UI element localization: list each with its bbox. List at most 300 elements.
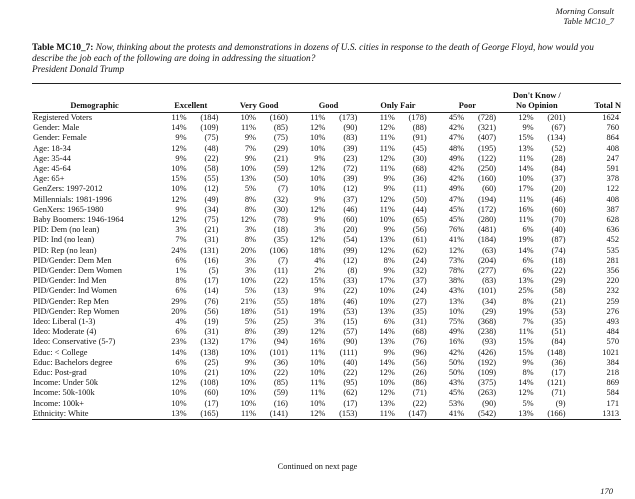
data-cell: (147) <box>395 409 433 420</box>
data-cell: 50% <box>448 368 465 378</box>
table-row <box>32 246 621 256</box>
data-cell: 5% <box>522 398 534 408</box>
data-cell: (51) <box>551 327 566 337</box>
data-cell: 12% <box>379 388 395 398</box>
data-cell: (60) <box>343 215 358 225</box>
data-cell: 5% <box>244 317 256 327</box>
data-cell: (36) <box>551 357 566 367</box>
data-cell: (78) <box>273 215 288 225</box>
data-cell: 10% <box>171 184 187 194</box>
data-cell: 9% <box>175 204 187 214</box>
data-cell: (37) <box>412 276 427 286</box>
data-cell: 11% <box>518 153 534 163</box>
question-text: Now, thinking about the protests and demonstrations in dozens of U.S. cities in response to the death of George Floyd, how would you describe the job each of the following are doing in addressing the situation? <box>32 43 594 64</box>
data-cell: (74) <box>551 245 566 255</box>
data-cell: 1% <box>175 266 187 276</box>
data-cell: 12% <box>379 123 395 133</box>
data-cell: (90) <box>482 398 497 408</box>
data-cell: (12) <box>204 184 219 194</box>
data-cell: 10% <box>240 347 256 357</box>
data-cell: (131) <box>200 245 219 255</box>
data-cell: (67) <box>551 123 566 133</box>
data-cell: 12% <box>379 245 395 255</box>
data-cell: 12% <box>310 204 326 214</box>
row-label: Educ: Post-grad <box>33 368 87 378</box>
data-cell: (37) <box>343 194 358 204</box>
data-cell: 8% <box>522 296 534 306</box>
data-cell: (50) <box>273 174 288 184</box>
table-row <box>32 409 621 420</box>
data-cell: 10% <box>310 133 326 143</box>
data-cell: 19% <box>518 306 534 316</box>
row-label: PID/Gender: Dem Women <box>33 266 122 276</box>
col-dont-know-line2: No Opinion <box>515 100 558 110</box>
data-cell: (46) <box>343 296 358 306</box>
data-cell: 15% <box>518 133 534 143</box>
data-cell: 9% <box>314 153 326 163</box>
data-cell: (21) <box>551 296 566 306</box>
data-cell: 6% <box>175 327 187 337</box>
data-cell: (16) <box>273 398 288 408</box>
data-cell: 10% <box>171 368 187 378</box>
data-cell: 11% <box>224 409 256 420</box>
data-cell: 12% <box>518 113 534 122</box>
col-total-n: Total N <box>571 84 621 113</box>
total-n-cell: 452 <box>606 235 619 245</box>
table-row <box>32 378 621 388</box>
data-cell: 10% <box>310 368 326 378</box>
data-cell: (49) <box>204 194 219 204</box>
table-row <box>32 205 621 215</box>
col-very-good: Very Good <box>224 84 293 113</box>
data-cell: 10% <box>379 286 395 296</box>
running-header <box>556 6 614 26</box>
data-cell: 73% <box>448 255 465 265</box>
data-cell: 13% <box>240 174 256 184</box>
data-cell: 23% <box>171 337 187 347</box>
data-cell: (31) <box>204 235 219 245</box>
table-row <box>32 133 621 143</box>
data-cell: (20) <box>343 225 358 235</box>
table-row <box>32 297 621 307</box>
data-cell: 9% <box>383 225 395 235</box>
data-cell: 12% <box>171 378 187 388</box>
row-label: Income: 100k+ <box>33 398 85 408</box>
data-cell: 9% <box>314 286 326 296</box>
data-cell: (72) <box>343 164 358 174</box>
data-cell: (101) <box>269 347 288 357</box>
data-cell: 17% <box>240 337 256 347</box>
data-cell: 20% <box>171 306 187 316</box>
data-cell: (87) <box>551 235 566 245</box>
data-cell: 12% <box>518 388 534 398</box>
total-n-cell: 408 <box>606 143 619 153</box>
data-cell: 13% <box>157 409 186 420</box>
data-cell: (7) <box>278 184 288 194</box>
data-cell: 11% <box>240 123 256 133</box>
data-cell: 5% <box>244 286 256 296</box>
total-n-cell: 760 <box>606 123 619 133</box>
data-cell: (58) <box>551 286 566 296</box>
total-n-cell: 628 <box>606 215 619 225</box>
data-cell: (11) <box>413 184 427 194</box>
data-cell: 9% <box>383 347 395 357</box>
data-cell: 10% <box>310 174 326 184</box>
data-cell: 9% <box>175 153 187 163</box>
data-cell: (121) <box>547 378 566 388</box>
data-cell: (50) <box>412 194 427 204</box>
data-cell: (60) <box>482 184 497 194</box>
data-cell: 11% <box>379 113 395 122</box>
data-cell: 42% <box>448 174 465 184</box>
total-n-cell: 232 <box>606 286 619 296</box>
data-cell: 13% <box>379 337 395 347</box>
data-cell: (83) <box>482 276 497 286</box>
table-row <box>32 174 621 184</box>
total-n-cell: 218 <box>606 368 619 378</box>
data-cell: 6% <box>522 255 534 265</box>
data-cell: (35) <box>412 306 427 316</box>
table-row <box>32 256 621 266</box>
data-cell: (84) <box>551 337 566 347</box>
table-row <box>32 307 621 317</box>
total-n-cell: 171 <box>606 398 619 408</box>
data-cell: (75) <box>204 133 219 143</box>
data-cell: (21) <box>204 225 219 235</box>
data-cell: 25% <box>518 286 534 296</box>
row-label: Millennials: 1981-1996 <box>33 194 112 204</box>
data-cell: 12% <box>171 143 187 153</box>
data-cell: 9% <box>175 133 187 143</box>
data-cell: 41% <box>433 409 465 420</box>
data-cell: 8% <box>522 368 534 378</box>
data-cell: 4% <box>314 255 326 265</box>
data-cell: 13% <box>518 276 534 286</box>
data-cell: (22) <box>273 368 288 378</box>
data-cell: (12) <box>343 184 358 194</box>
row-label: Ideo: Moderate (4) <box>33 327 97 337</box>
data-cell: (34) <box>204 204 219 214</box>
page-number: 170 <box>600 486 613 496</box>
total-n-cell: 378 <box>606 174 619 184</box>
data-cell: 12% <box>379 153 395 163</box>
row-label: PID/Gender: Rep Men <box>33 296 109 306</box>
data-cell: (172) <box>477 204 497 214</box>
data-cell: (13) <box>273 286 288 296</box>
table-row <box>32 144 621 154</box>
data-cell: (40) <box>343 357 358 367</box>
data-cell: 14% <box>171 347 187 357</box>
data-cell: 3% <box>244 225 256 235</box>
data-cell: (26) <box>412 368 427 378</box>
data-cell: 11% <box>379 133 395 143</box>
data-cell: (32) <box>273 194 288 204</box>
data-cell: 15% <box>518 337 534 347</box>
data-cell: 3% <box>244 266 256 276</box>
data-cell: (39) <box>343 143 358 153</box>
data-cell: 47% <box>448 133 465 143</box>
data-cell: 20% <box>240 245 256 255</box>
data-cell: 3% <box>175 225 187 235</box>
data-cell: 78% <box>448 266 465 276</box>
data-cell: 12% <box>294 409 326 420</box>
data-cell: (84) <box>551 164 566 174</box>
data-cell: (36) <box>273 357 288 367</box>
data-cell: (192) <box>477 357 497 367</box>
data-cell: (46) <box>343 204 358 214</box>
data-cell: 49% <box>448 184 465 194</box>
data-cell: 75% <box>448 317 465 327</box>
data-cell: 12% <box>379 194 395 204</box>
data-cell: (33) <box>343 276 358 286</box>
data-cell: (17) <box>551 368 566 378</box>
data-cell: (280) <box>477 215 497 225</box>
question-code: Table MC10_7: <box>32 43 94 53</box>
data-cell: 6% <box>175 255 187 265</box>
col-only-fair: Only Fair <box>363 84 432 113</box>
data-cell: (481) <box>477 225 497 235</box>
data-cell: (93) <box>482 337 497 347</box>
data-cell: (70) <box>551 215 566 225</box>
data-cell: (17) <box>204 398 219 408</box>
data-cell: 18% <box>240 306 256 316</box>
data-cell: (109) <box>477 368 497 378</box>
data-cell: (68) <box>412 327 427 337</box>
data-cell: (58) <box>204 164 219 174</box>
data-cell: (68) <box>412 164 427 174</box>
row-label: Ethnicity: White <box>32 409 157 420</box>
data-cell: 11% <box>518 215 534 225</box>
data-cell: (85) <box>273 123 288 133</box>
total-n-cell: 1313 <box>571 409 621 420</box>
data-cell: (96) <box>412 347 427 357</box>
data-cell: (76) <box>204 296 219 306</box>
data-cell: (204) <box>477 255 497 265</box>
col-dont-know <box>502 84 571 113</box>
data-cell: 15% <box>310 276 326 286</box>
data-cell: (106) <box>269 245 288 255</box>
data-cell: (11) <box>274 266 288 276</box>
data-cell: (19) <box>204 317 219 327</box>
table-row <box>32 123 621 133</box>
total-n-cell: 1624 <box>602 113 619 122</box>
data-cell: (17) <box>343 398 358 408</box>
data-cell: 16% <box>518 204 534 214</box>
table-row <box>32 286 621 296</box>
data-cell: (542) <box>464 409 502 420</box>
data-cell: 12% <box>379 368 395 378</box>
crosstab-table <box>32 83 621 420</box>
table-row <box>32 113 621 124</box>
data-cell: (173) <box>339 113 358 122</box>
data-cell: (35) <box>551 317 566 327</box>
data-cell: (29) <box>482 306 497 316</box>
data-cell: (75) <box>273 133 288 143</box>
data-cell: 10% <box>310 184 326 194</box>
data-cell: (426) <box>477 347 497 357</box>
data-cell: 12% <box>171 215 187 225</box>
data-cell: (51) <box>273 306 288 316</box>
data-cell: (134) <box>547 133 566 143</box>
data-cell: (35) <box>273 235 288 245</box>
row-label: PID: Dem (no lean) <box>33 225 100 235</box>
data-cell: (9) <box>555 398 566 408</box>
data-cell: (29) <box>273 143 288 153</box>
total-n-cell: 1021 <box>602 347 619 357</box>
data-cell: 16% <box>448 337 465 347</box>
data-cell: 9% <box>244 357 256 367</box>
table-row <box>32 266 621 276</box>
data-cell: (76) <box>412 337 427 347</box>
col-good: Good <box>294 84 363 113</box>
data-cell: (160) <box>477 174 497 184</box>
data-cell: 9% <box>383 184 395 194</box>
row-label: Age: 18-34 <box>33 143 71 153</box>
data-cell: (99) <box>343 245 358 255</box>
data-cell: 11% <box>518 194 534 204</box>
col-poor: Poor <box>433 84 502 113</box>
data-cell: 15% <box>171 174 187 184</box>
data-cell: (44) <box>412 204 427 214</box>
row-label: GenZers: 1997-2012 <box>33 184 103 194</box>
data-cell: (56) <box>204 306 219 316</box>
data-cell: (21) <box>273 153 288 163</box>
data-cell: (55) <box>204 174 219 184</box>
data-cell: (31) <box>204 327 219 337</box>
data-cell: (22) <box>273 276 288 286</box>
table-row <box>32 195 621 205</box>
data-cell: 9% <box>383 266 395 276</box>
data-cell: 11% <box>310 388 326 398</box>
data-cell: 10% <box>171 398 187 408</box>
data-cell: (56) <box>412 225 427 235</box>
data-cell: 13% <box>502 409 534 420</box>
data-cell: 11% <box>363 409 395 420</box>
data-cell: (65) <box>412 215 427 225</box>
data-cell: (165) <box>187 409 225 420</box>
total-n-cell: 220 <box>606 276 619 286</box>
data-cell: 45% <box>448 204 465 214</box>
data-cell: (75) <box>204 215 219 225</box>
total-n-cell: 869 <box>606 378 619 388</box>
data-cell: 41% <box>448 235 465 245</box>
data-cell: (29) <box>551 276 566 286</box>
total-n-cell: 281 <box>606 255 619 265</box>
data-cell: (54) <box>343 235 358 245</box>
header-table-id: Table MC10_7 <box>563 16 614 26</box>
data-cell: (61) <box>412 235 427 245</box>
total-n-cell: 591 <box>606 164 619 174</box>
data-cell: (24) <box>412 286 427 296</box>
data-cell: (15) <box>343 317 358 327</box>
data-cell: 19% <box>518 235 534 245</box>
data-cell: 13% <box>518 143 534 153</box>
data-cell: (101) <box>477 286 497 296</box>
data-cell: 76% <box>448 225 465 235</box>
row-label: PID/Gender: Rep Women <box>33 306 120 316</box>
data-cell: (85) <box>273 378 288 388</box>
data-cell: (184) <box>477 235 497 245</box>
data-cell: (375) <box>477 378 497 388</box>
table-row <box>32 399 621 409</box>
data-cell: 21% <box>240 296 256 306</box>
data-cell: 10% <box>310 357 326 367</box>
data-cell: (250) <box>477 164 497 174</box>
data-cell: (201) <box>547 113 566 122</box>
data-cell: (48) <box>204 143 219 153</box>
total-n-cell: 570 <box>606 337 619 347</box>
data-cell: (166) <box>534 409 572 420</box>
data-cell: 8% <box>244 327 256 337</box>
data-cell: (37) <box>551 174 566 184</box>
data-cell: (277) <box>477 266 497 276</box>
data-cell: 11% <box>518 327 534 337</box>
total-n-cell: 276 <box>606 306 619 316</box>
data-cell: 11% <box>310 347 326 357</box>
data-cell: 14% <box>379 357 395 367</box>
row-label: Gender: Female <box>33 133 87 143</box>
data-cell: (71) <box>551 388 566 398</box>
data-cell: (23) <box>343 153 358 163</box>
data-cell: 10% <box>518 174 534 184</box>
data-cell: 45% <box>448 215 465 225</box>
data-cell: 2% <box>314 266 326 276</box>
data-cell: 10% <box>379 296 395 306</box>
table-title <box>32 43 617 76</box>
data-cell: 12% <box>171 194 187 204</box>
data-cell: 14% <box>171 123 187 133</box>
table-row <box>32 235 621 245</box>
data-cell: 16% <box>310 337 326 347</box>
data-cell: (83) <box>343 133 358 143</box>
data-cell: 13% <box>379 306 395 316</box>
total-n-cell: 387 <box>606 204 619 214</box>
total-n-cell: 247 <box>606 153 619 163</box>
data-cell: 15% <box>518 347 534 357</box>
data-cell: (95) <box>343 378 358 388</box>
data-cell: (22) <box>551 266 566 276</box>
data-cell: 10% <box>171 388 187 398</box>
data-cell: (20) <box>551 184 566 194</box>
data-cell: 42% <box>448 164 465 174</box>
data-cell: (24) <box>412 255 427 265</box>
data-cell: (18) <box>551 255 566 265</box>
row-label: PID/Gender: Dem Men <box>33 255 112 265</box>
data-cell: (71) <box>412 388 427 398</box>
data-cell: 17% <box>379 276 395 286</box>
data-cell: 10% <box>379 378 395 388</box>
data-cell: 18% <box>310 296 326 306</box>
data-cell: (55) <box>273 296 288 306</box>
total-n-cell: 122 <box>606 184 619 194</box>
row-label: Baby Boomers: 1946-1964 <box>33 215 124 225</box>
data-cell: (25) <box>273 317 288 327</box>
data-cell: (86) <box>412 378 427 388</box>
row-label: Registered Voters <box>33 113 93 122</box>
data-cell: 14% <box>518 378 534 388</box>
data-cell: 8% <box>244 235 256 245</box>
data-cell: 10% <box>379 215 395 225</box>
row-label: PID: Ind (no lean) <box>33 235 95 245</box>
data-cell: 45% <box>448 113 465 122</box>
data-cell: 12% <box>310 327 326 337</box>
data-cell: (62) <box>412 245 427 255</box>
data-cell: (108) <box>200 378 219 388</box>
data-cell: 11% <box>379 204 395 214</box>
col-demographic: Demographic <box>32 84 157 113</box>
data-cell: 13% <box>379 398 395 408</box>
data-cell: (27) <box>412 296 427 306</box>
